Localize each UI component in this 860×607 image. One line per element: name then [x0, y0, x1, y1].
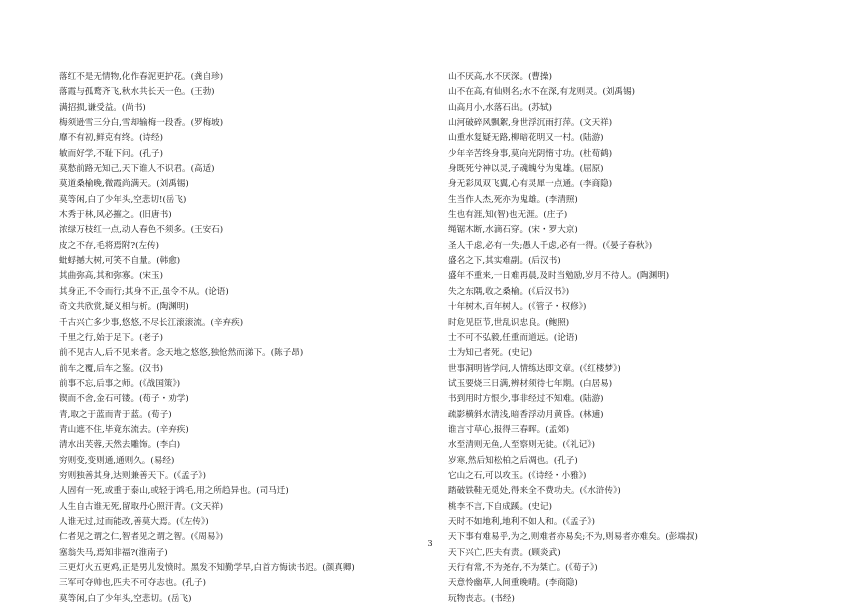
quote-line: 桃李不言,下自成蹊。(史记): [448, 501, 552, 512]
quote-line: 千里之行,始于足下。(老子): [59, 332, 163, 343]
quote-line: 岁寒,然后知松柏之后凋也。(孔子): [448, 455, 578, 466]
quote-line: 盛名之下,其实难副。(后汉书): [448, 256, 561, 267]
quote-line: 浓绿万枝红一点,动人春色不须多。(王安石): [59, 225, 224, 236]
quote-line: 人固有一死,或重于泰山,或轻于鸿毛,用之所趋异也。(司马迁): [59, 486, 289, 497]
quote-line: 奇文共欣赏,疑义相与析。(陶渊明): [59, 302, 189, 313]
quote-line: 盛年不重来,一日难再晨,及时当勉励,岁月不待人。(陶渊明): [448, 271, 670, 282]
quote-line: 塞翁失马,焉知非福?(淮南子): [59, 547, 168, 558]
quote-line: 莫等闲,白了少年头,空悲切。(岳飞): [59, 593, 192, 604]
quote-line: 落霞与孤鹜齐飞,秋水共长天一色。(王勃): [59, 87, 215, 98]
quote-line: 山重水复疑无路,柳暗花明又一村。(陆游): [448, 133, 604, 144]
quote-line: 试玉要烧三日满,辨材须待七年期。(白居易): [448, 378, 613, 389]
quote-line: 山河破碎风飘絮,身世浮沉雨打萍。(文天祥): [448, 118, 613, 129]
quote-line: 玩物丧志。(书经): [448, 593, 515, 604]
quote-line: 皮之不存,毛将焉附?(左传): [59, 240, 159, 251]
quote-line: 少年辛苦终身事,莫向光阴惰寸功。(杜荀鹤): [448, 148, 613, 159]
quote-line: 三军可夺帅也,匹夫不可夺志也。(孔子): [59, 578, 206, 589]
quote-line: 疏影横斜水清浅,暗香浮动月黄昏。(林逋): [448, 409, 604, 420]
quote-line: 山不厌高,水不厌深。(曹操): [448, 72, 552, 82]
quote-line: 清水出芙蓉,天然去雕饰。(李白): [59, 440, 181, 451]
quote-line: 踏破铁鞋无觅处,得来全不费功夫。(《水浒传》): [448, 486, 621, 497]
quote-line: 三更灯火五更鸡,正是男儿发愤时。黑发不知勤学早,白首方悔读书迟。(颜真卿): [59, 563, 355, 573]
quote-line: 莫道桑榆晚,微霞尚满天。(刘禹锡): [59, 179, 189, 190]
quote-line: 穷则变,变则通,通则久。(易经): [59, 455, 175, 466]
quote-line: 千古兴亡多少事,悠悠,不尽长江滚滚流。(辛弃疾): [59, 317, 244, 328]
quote-line: 它山之石,可以攻玉。(《诗经・小雅》): [448, 470, 587, 481]
quote-line: 生当作人杰,死亦为鬼雄。(李清照): [448, 194, 578, 205]
quote-line: 人谁无过,过而能改,善莫大焉。(《左传》): [59, 516, 209, 527]
quote-line: 人生自古谁无死,留取丹心照汗青。(文天祥): [59, 501, 224, 512]
quote-line: 圣人千虑,必有一失;愚人千虑,必有一得。(《晏子春秋》): [448, 240, 653, 251]
quote-line: 身无彩凤双飞翼,心有灵犀一点通。(李商隐): [448, 179, 613, 190]
quote-line: 天下兴亡,匹夫有责。(顾炎武): [448, 547, 561, 558]
quote-line: 前不见古人,后不见来者。念天地之悠悠,独怆然而涕下。(陈子昂): [59, 348, 304, 359]
quote-line: 天意怜幽草,人间重晚晴。(李商隐): [448, 578, 578, 589]
quote-line: 水至清则无鱼,人至察则无徒。(《礼记》): [448, 440, 595, 451]
quote-line: 蚍蜉撼大树,可笑不自量。(韩愈): [59, 256, 181, 267]
quote-line: 世事洞明皆学问,人情练达即文章。(《红楼梦》): [448, 363, 621, 374]
quote-line: 绳锯木断,水滴石穿。(宋・罗大京): [448, 225, 578, 236]
quote-line: 落红不是无情物,化作春泥更护花。(龚自珍): [59, 72, 224, 82]
left-quote-column: [59, 70, 429, 607]
quote-line: 其身正,不令而行;其身不正,虽令不从。(论语): [59, 286, 229, 297]
quote-line: 山高月小,水落石出。(苏轼): [448, 102, 552, 113]
quote-line: 十年树木,百年树人。(《管子・权修》): [448, 302, 587, 313]
quote-line: 敏而好学,不耻下问。(孔子): [59, 148, 163, 159]
quote-line: 穷则独善其身,达则兼善天下。(《孟子》): [59, 470, 206, 481]
quote-line: 其曲弥高,其和弥寡。(宋玉): [59, 271, 163, 282]
quote-line: 锲而不舍,金石可镂。(荀子・劝学): [59, 394, 189, 405]
quote-line: 生也有涯,知(智)也无涯。(庄子): [448, 210, 568, 221]
quote-line: 前事不忘,后事之师。(《战国策》): [59, 378, 181, 389]
quote-line: 失之东隅,收之桑榆。(《后汉书》): [448, 286, 570, 297]
quote-line: 天下事有难易乎,为之,则难者亦易矣;不为,则易者亦难矣。(彭端叔): [448, 532, 698, 543]
quote-line: 士不可不弘毅,任重而道远。(论语): [448, 332, 578, 343]
quote-line: 梅须逊雪三分白,雪却输梅一段香。(罗梅坡): [59, 118, 224, 129]
quote-line: 青,取之于蓝而青于蓝。(荀子): [59, 409, 172, 420]
right-quote-column: [448, 70, 818, 607]
quote-line: 仁者见之谓之仁,智者见之谓之智。(《周易》): [59, 532, 224, 543]
quote-line: 士为知己者死。(史记): [448, 348, 533, 359]
quote-line: 身既死兮神以灵,子魂魄兮为鬼雄。(屈原): [448, 164, 604, 175]
quote-line: 木秀于林,风必摧之。(旧唐书): [59, 210, 172, 221]
quote-line: 书到用时方恨少,事非经过不知难。(陆游): [448, 394, 604, 405]
quote-line: 莫等闲,白了少年头,空悲切!(岳飞): [59, 194, 187, 205]
quote-line: 天行有常,不为尧存,不为桀亡。(《荀子》): [448, 563, 598, 573]
quote-line: 谁言寸草心,报得三春晖。(孟郊): [448, 424, 570, 435]
quote-line: 天时不如地利,地利不如人和。(《孟子》): [448, 516, 595, 527]
quote-line: 莫愁前路无知己,天下谁人不识君。(高适): [59, 164, 215, 175]
quote-line: 时危见臣节,世乱识忠良。(鲍照): [448, 317, 570, 328]
quote-line: 靡不有初,鲜克有终。(诗经): [59, 133, 163, 144]
page-number: 3: [427, 539, 433, 548]
quote-line: 前车之覆,后车之鉴。(汉书): [59, 363, 163, 374]
quote-line: 满招损,谦受益。(尚书): [59, 102, 146, 113]
quote-line: 山不在高,有仙则名;水不在深,有龙则灵。(刘禹锡): [448, 87, 635, 98]
quote-line: 青山遮不住,毕竟东流去。(辛弃疾): [59, 424, 189, 435]
